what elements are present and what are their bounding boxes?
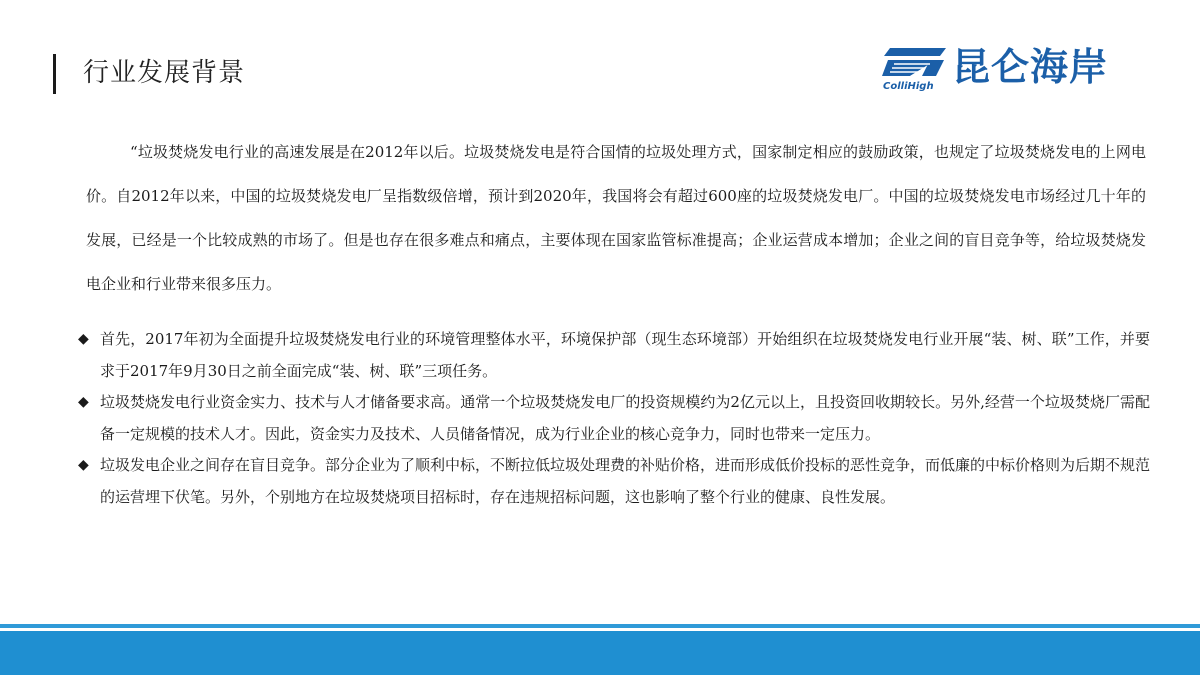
title-accent-bar [53, 54, 56, 94]
logo-english-name: ColliHigh [883, 81, 934, 92]
logo-chinese-name: 昆仑海岸 [952, 45, 1109, 89]
bullet-text: 首先，2017年初为全面提升垃圾焚烧发电行业的环境管理整体水平，环境保护部（现生态环境部）开始组织在垃圾焚烧发电行业开展“装、树、联”工作，并要求于2017年9月30日之前全面完成“装、树、联”三项任务。 [100, 330, 1150, 380]
intro-paragraph: “垃圾焚烧发电行业的高速发展是在2012年以后。垃圾焚烧发电是符合国情的垃圾处理方式，国家制定相应的鼓励政策，也规定了垃圾焚烧发电的上网电价。自2012年以来，中国的垃圾焚烧发电厂呈指数级倍增，预计到2020年，我国将会有超过600座的垃圾焚烧发电厂。中国的垃圾焚烧发电市场经过几十年的发展，已经是一个比较成熟的市场了。但是也存在很多难点和痛点，主要体现在国家监管标准提高；企业运营成本增加；企业之间的盲目竞争等，给垃圾焚烧发电企业和行业带来很多压力。 [86, 143, 1146, 293]
list-item [78, 387, 1150, 450]
footer-band [0, 631, 1200, 675]
list-item [78, 450, 1150, 513]
bullet-list [78, 324, 1150, 513]
page-title: 行业发展背景 [83, 58, 246, 88]
company-logo [880, 46, 1140, 96]
list-item [78, 324, 1150, 387]
bullet-text: 垃圾发电企业之间存在盲目竞争。部分企业为了顺利中标，不断拉低垃圾处理费的补贴价格，进而形成低价投标的恶性竞争，而低廉的中标价格则为后期不规范的运营埋下伏笔。另外，个别地方在垃圾焚烧项目招标时，存在违规招标问题，这也影响了整个行业的健康、良性发展。 [100, 456, 1151, 506]
diamond-bullet-icon: ◆ [78, 394, 89, 410]
diamond-bullet-icon: ◆ [78, 331, 89, 347]
footer-accent-line [0, 624, 1200, 628]
bullet-text: 垃圾焚烧发电行业资金实力、技术与人才储备要求高。通常一个垃圾焚烧发电厂的投资规模约为2亿元以上，且投资回收期较长。另外,经营一个垃圾焚烧厂需配备一定规模的技术人才。因此，资金实力及技术、人员储备情况，成为行业企业的核心竞争力，同时也带来一定压力。 [100, 393, 1150, 443]
diamond-bullet-icon: ◆ [78, 457, 89, 473]
